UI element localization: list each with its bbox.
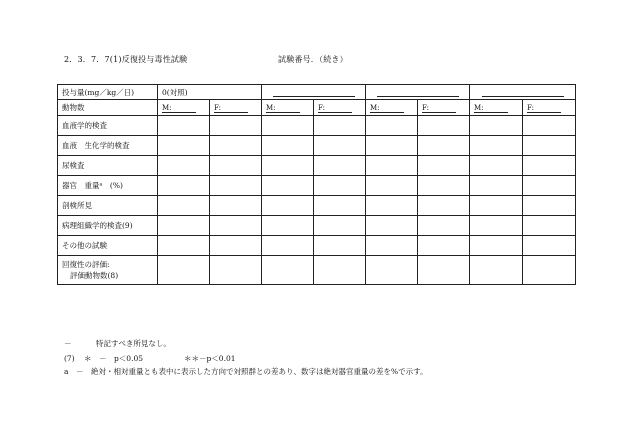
note-p001: ＊＊－p＜0.01 [184, 354, 236, 363]
row-label-urinalysis: 尿検査 [58, 156, 158, 176]
table-row [58, 156, 576, 176]
section-heading: 2．3．7．7(1)反復投与毒性試験 [64, 55, 188, 64]
dose-group-3 [366, 85, 470, 100]
note-p005: ＊ － p＜0.05 [84, 354, 143, 363]
recovery-row [58, 256, 576, 285]
table-row [58, 116, 576, 136]
recovery-label-line1: 回復性の評価: [62, 260, 110, 269]
sex-female: F: [527, 104, 561, 113]
test-number-heading: 試験番号．（続き） [278, 55, 348, 64]
row-label-histopathology: 病理組織学的検査(9) [58, 216, 158, 236]
row-label-necropsy: 剖検所見 [58, 196, 158, 216]
sex-male-cell [262, 100, 314, 116]
toxicity-table [57, 84, 576, 285]
row-label-organ-weight: 器官 重量ᵃ (%) [58, 176, 158, 196]
sex-female: F: [214, 104, 248, 113]
sex-female-cell [210, 100, 262, 116]
recovery-label-line2: 評価動物数(8) [70, 271, 119, 280]
sex-female-cell [418, 100, 470, 116]
sex-male: M: [474, 104, 508, 113]
table-row [58, 236, 576, 256]
note-dash: － [64, 339, 72, 348]
note-ref: (7) [64, 354, 75, 363]
note-significance [64, 353, 236, 364]
note-organ-weight: a － 絶対・相対重量とも表中に表示した方向で対照群との差あり、数字は絶対器官重量の差を%で示す。 [64, 367, 428, 376]
table-row [58, 176, 576, 196]
sex-female-cell [523, 100, 576, 116]
table-row [58, 136, 576, 156]
table-row [58, 216, 576, 236]
animal-count-label: 動物数 [58, 100, 158, 116]
sex-male: M: [266, 104, 300, 113]
sex-female-cell [314, 100, 366, 116]
sex-male: M: [162, 104, 196, 113]
sex-male-cell [470, 100, 523, 116]
note-no-findings [64, 338, 171, 349]
sex-female: F: [422, 104, 456, 113]
row-label-hematology: 血液学的検査 [58, 116, 158, 136]
dose-label: 投与量(mg／kg／日) [58, 85, 158, 100]
sex-female: F: [318, 104, 352, 113]
dose-row [58, 85, 576, 100]
row-label-other-tests: その他の試験 [58, 236, 158, 256]
row-label-recovery [58, 256, 158, 285]
dose-group-2 [262, 85, 366, 100]
sex-male: M: [370, 104, 404, 113]
table-row [58, 196, 576, 216]
sex-male-cell [158, 100, 210, 116]
animal-count-row [58, 100, 576, 116]
dose-control: 0(対照) [158, 85, 262, 100]
note-no-findings-text: 特記すべき所見なし。 [96, 339, 171, 348]
dose-group-4 [470, 85, 576, 100]
sex-male-cell [366, 100, 418, 116]
row-label-biochemistry: 血液 生化学的検査 [58, 136, 158, 156]
